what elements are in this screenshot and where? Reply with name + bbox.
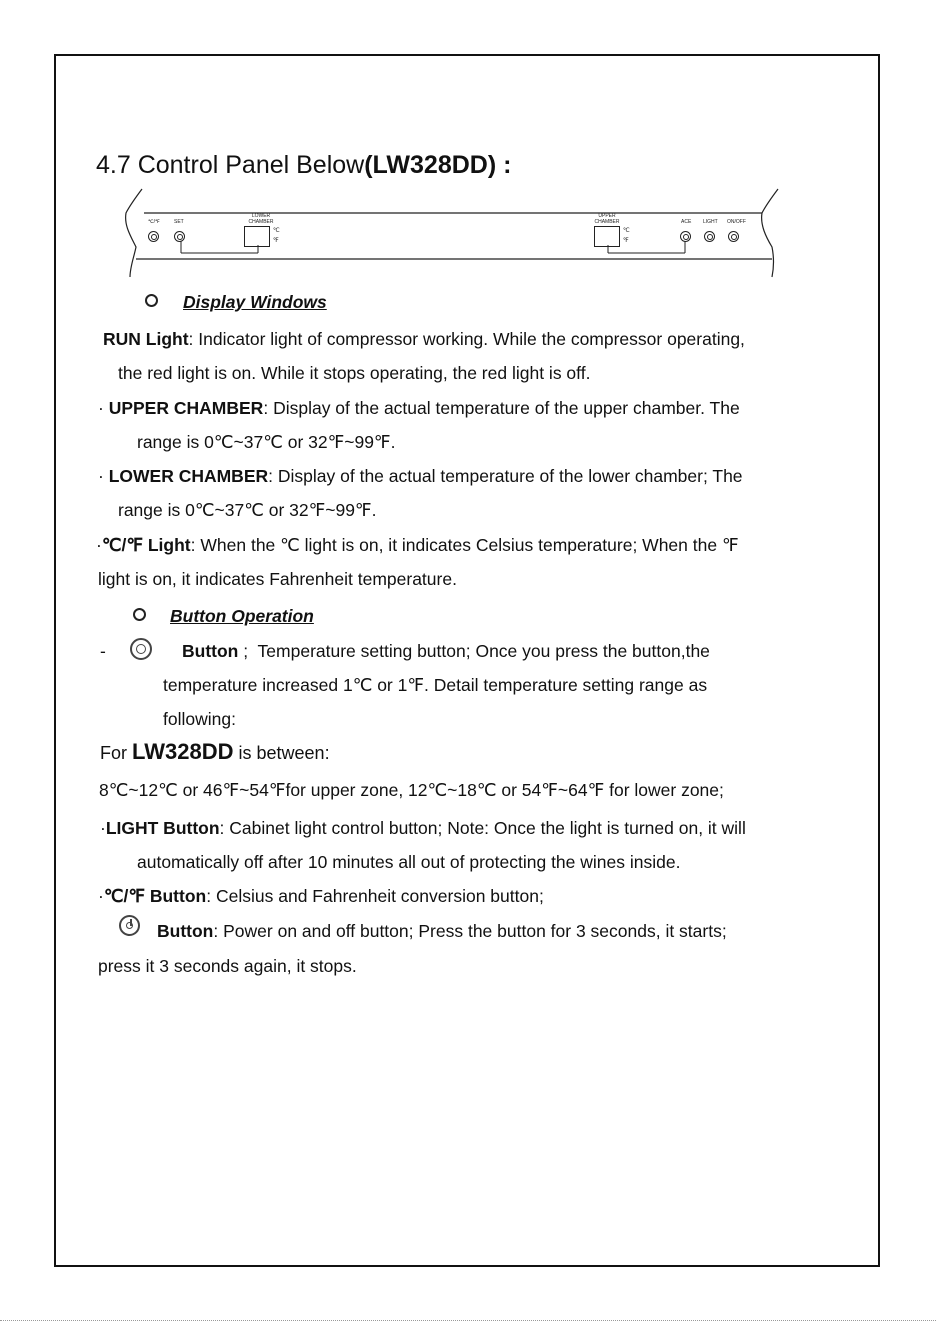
lower-chamber-label: LOWER CHAMBER: [108, 466, 269, 486]
panel-light-label: LIGHT: [703, 219, 718, 225]
cf-light-text: When the ℃ light is on, it indicates Celsius temperature; When the ℉: [200, 535, 739, 555]
set-button-text-2: temperature increased 1℃ or 1℉. Detail temperature setting range as: [163, 675, 708, 695]
power-button-line: Button: Power on and off button; Press the button for 3 seconds, it starts;: [157, 921, 727, 941]
circle-bullet-icon: [145, 294, 158, 307]
panel-upper-label: UPPER CHAMBER: [594, 213, 620, 225]
panel-lower-label: LOWER CHAMBER: [248, 213, 274, 225]
ace-button-icon[interactable]: [680, 231, 691, 242]
temperature-range-line: 8℃~12℃ or 46℉~54℉for upper zone, 12℃~18℃ or 54℉~64℉ for lower zone;: [99, 780, 724, 800]
set-button-text: Temperature setting button; Once you press the button,the: [257, 641, 710, 661]
cf-light-label: ℃/℉ Light: [101, 535, 191, 555]
display-windows-heading: Display Windows: [183, 292, 327, 312]
set-button-line: Button ; Temperature setting button; Once you press the button,the: [182, 641, 710, 661]
cf-button-text: Celsius and Fahrenheit conversion button;: [215, 886, 544, 906]
lower-unit-f: ℉: [273, 238, 279, 244]
panel-cf-label: ℃/℉: [148, 219, 160, 225]
power-button-text-2: press it 3 seconds again, it stops.: [98, 956, 357, 976]
upper-chamber-label: UPPER CHAMBER: [108, 398, 264, 418]
upper-unit-f: ℉: [623, 238, 629, 244]
button-operation-heading: Button Operation: [170, 606, 314, 626]
lower-chamber-display: [244, 226, 270, 247]
model-name: LW328DD: [132, 739, 234, 764]
lower-unit-c: ℃: [273, 228, 280, 234]
light-button-text: Cabinet light control button; Note: Once the light is turned on, it will: [229, 818, 746, 838]
power-button-text: Power on and off button; Press the button for 3 seconds, it starts;: [223, 921, 727, 941]
lower-chamber-text: Display of the actual temperature of the lower chamber; The: [277, 466, 743, 486]
light-button-line: ·LIGHT Button: Cabinet light control button; Note: Once the light is turned on, it will: [100, 818, 746, 838]
upper-chamber-range: range is 0℃~37℃ or 32℉~99℉.: [137, 432, 396, 452]
power-button-icon[interactable]: [728, 231, 739, 242]
cf-button-line: ·℃/℉ Button: Celsius and Fahrenheit conversion button;: [98, 886, 544, 906]
upper-chamber-text: Display of the actual temperature of the upper chamber. The: [273, 398, 740, 418]
set-button-icon: [130, 638, 152, 660]
section-title: [96, 150, 511, 180]
light-button-label: LIGHT Button: [105, 818, 220, 838]
set-button-label: Button: [182, 641, 239, 661]
panel-set-label: SET: [174, 219, 184, 225]
panel-onoff-label: ON/OFF: [727, 219, 746, 225]
power-icon: [119, 915, 140, 936]
cf-button-label: ℃/℉ Button: [103, 886, 207, 906]
cf-button-icon[interactable]: [148, 231, 159, 242]
cf-light-text-2: light is on, it indicates Fahrenheit temperature.: [98, 569, 457, 589]
panel-ace-label: ACE: [681, 219, 692, 225]
lower-chamber-line: · LOWER CHAMBER: Display of the actual temperature of the lower chamber; The: [98, 466, 743, 486]
light-button-icon[interactable]: [704, 231, 715, 242]
set-button-icon[interactable]: [174, 231, 185, 242]
title-model: (LW328DD) :: [364, 151, 512, 179]
circle-bullet-icon: [133, 608, 146, 621]
upper-chamber-display: [594, 226, 620, 247]
upper-unit-c: ℃: [623, 228, 630, 234]
list-dash: -: [100, 641, 106, 661]
light-button-text-2: automatically off after 10 minutes all out of protecting the wines inside.: [137, 852, 681, 872]
cf-light-line: ·℃/℉ Light: When the ℃ light is on, it indicates Celsius temperature; When the ℉: [96, 535, 739, 555]
lower-chamber-range: range is 0℃~37℃ or 32℉~99℉.: [118, 500, 377, 520]
run-light-line: RUN Light: Indicator light of compressor working. While the compressor operating,: [103, 329, 745, 349]
page-cut-line: [0, 1320, 936, 1321]
run-light-text: Indicator light of compressor working. While the compressor operating,: [198, 329, 745, 349]
model-range-line: For LW328DD is between:: [100, 739, 330, 764]
run-light-text-2: the red light is on. While it stops operating, the red light is off.: [118, 363, 591, 383]
upper-chamber-line: · UPPER CHAMBER: Display of the actual temperature of the upper chamber. The: [98, 398, 740, 418]
run-light-label: RUN Light: [103, 329, 189, 349]
power-button-label: Button: [157, 921, 214, 941]
set-button-text-3: following:: [163, 709, 236, 729]
title-text: 4.7 Control Panel Below: [96, 151, 365, 179]
